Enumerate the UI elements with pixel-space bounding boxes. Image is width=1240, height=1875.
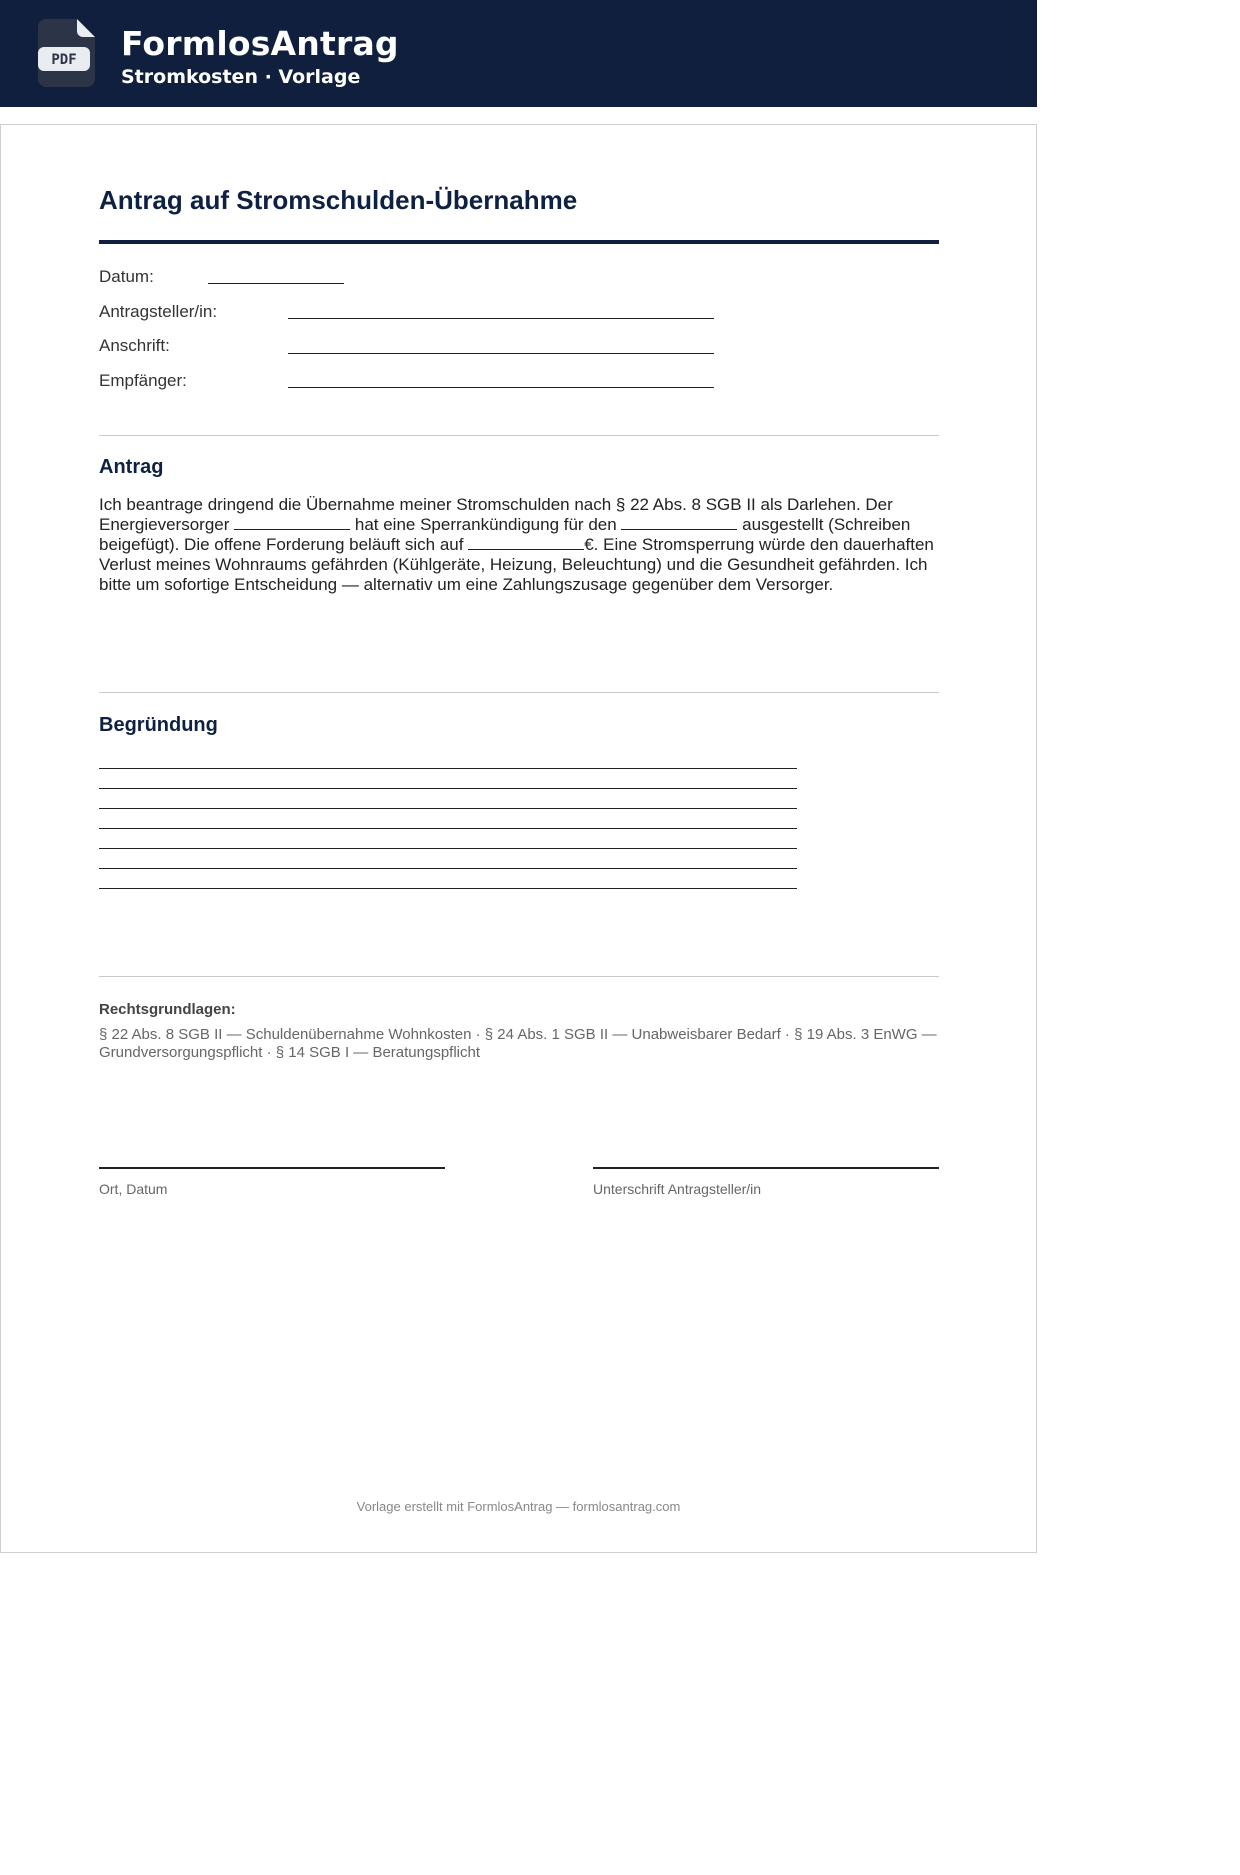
pdf-file-icon [37,19,97,87]
field-line-antragsteller[interactable] [288,318,714,319]
page-footer: Vorlage erstellt mit FormlosAntrag — formlosantrag.com [356,1499,681,1514]
legal-text: § 22 Abs. 8 SGB II — Schuldenübernahme Wohnkosten · § 24 Abs. 1 SGB II — Unabweisbarer Bedarf · § 19 Abs. 3 EnWG — Grundversorgungspflicht · § 14 SGB I — Beratungspflicht [99,1026,937,1061]
title-divider [99,240,939,244]
section-divider [99,692,939,693]
section-heading-begruendung: Begründung [99,714,218,736]
document-title: Antrag auf Stromschulden-Übernahme [99,185,578,215]
section-divider [99,976,939,977]
antrag-text-2: hat eine Sperrankündigung für den [354,515,617,534]
antrag-text-4: €. Eine Stromsperrung würde den dauerhaften Verlust meines Wohnraums gefährden (Kühlgeräte, Heizung, Beleuchtung) und die Gesundheit gefährden. Ich bitte um sofortige Entscheidung — alternativ um eine Zahlungszusage gegenüber dem Versorger. [99,535,934,594]
signature-label-applicant: Unterschrift Antragsteller/in [593,1181,762,1197]
antrag-body [99,495,939,595]
blank-sperrdatum[interactable] [621,515,737,530]
begruendung-line[interactable] [99,848,797,849]
signature-line-applicant[interactable] [593,1167,939,1169]
begruendung-line[interactable] [99,788,797,789]
begruendung-line[interactable] [99,808,797,809]
field-label-empfaenger: Empfänger: [99,371,187,390]
begruendung-line[interactable] [99,888,797,889]
antrag-text-3: ausgestellt (Schreiben beigefügt). Die offene Forderung beläuft sich auf [99,515,911,554]
field-label-antragsteller: Antragsteller/in: [99,302,218,321]
signature-line-place-date[interactable] [99,1167,445,1169]
field-line-datum[interactable] [208,283,344,284]
document-page [0,124,1037,1553]
field-line-empfaenger[interactable] [288,387,714,388]
antrag-text-1: Ich beantrage dringend die Übernahme meiner Stromschulden nach § 22 Abs. 8 SGB II als Darlehen. Der Energieversorger [99,495,893,534]
begruendung-line[interactable] [99,828,797,829]
signature-label-place-date: Ort, Datum [99,1181,168,1197]
blank-forderung[interactable] [468,535,584,550]
pdf-icon-label: PDF [51,52,77,68]
brand-subtitle: Stromkosten · Vorlage [121,66,361,88]
field-label-anschrift: Anschrift: [99,336,170,355]
legal-heading: Rechtsgrundlagen: [99,1001,236,1018]
app-header [0,0,1037,107]
blank-energieversorger[interactable] [234,515,350,530]
begruendung-line[interactable] [99,868,797,869]
field-line-anschrift[interactable] [288,353,714,354]
field-label-datum: Datum: [99,267,154,286]
begruendung-line[interactable] [99,768,797,769]
brand-title: FormlosAntrag [121,24,399,63]
section-heading-antrag: Antrag [99,456,164,478]
section-divider [99,435,939,436]
